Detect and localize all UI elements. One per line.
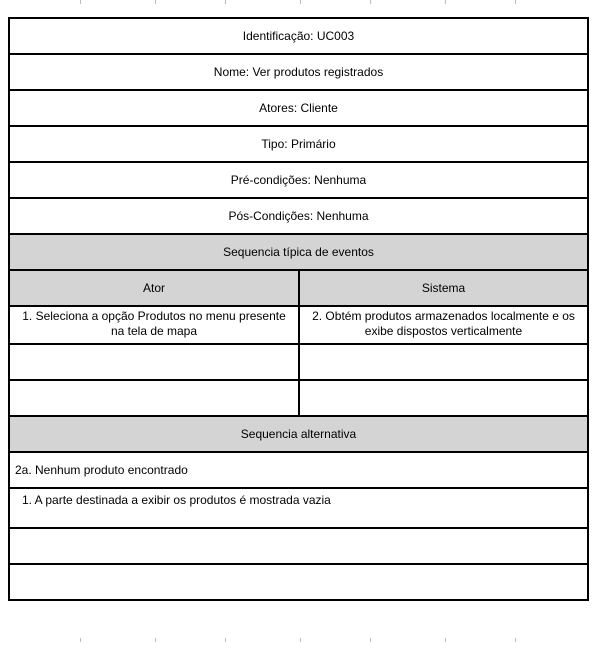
alternative-step-cell: 1. A parte destinada a exibir os produtos é mostrada vazia	[9, 488, 588, 528]
system-step-cell: 2. Obtém produtos armazenados localmente e os exibe dispostos verticalmente	[299, 306, 588, 344]
postconditions-cell: Pós-Condições: Nenhuma	[9, 198, 588, 234]
actors-cell: Atores: Cliente	[9, 90, 588, 126]
actor-step-cell: 1. Seleciona a opção Produtos no menu presente na tela de mapa	[9, 306, 299, 344]
table-row	[9, 488, 588, 528]
table-row	[9, 270, 588, 306]
table-row	[9, 380, 588, 416]
type-cell: Tipo: Primário	[9, 126, 588, 162]
table-row	[9, 528, 588, 564]
use-case-table	[8, 17, 589, 601]
table-row	[9, 198, 588, 234]
table-row	[9, 126, 588, 162]
actor-column-header: Ator	[9, 270, 299, 306]
table-row	[9, 306, 588, 344]
alternative-sequence-title: Sequencia alternativa	[9, 416, 588, 452]
preconditions-cell: Pré-condições: Nenhuma	[9, 162, 588, 198]
table-row	[9, 54, 588, 90]
identification-cell: Identificação: UC003	[9, 18, 588, 54]
table-row	[9, 162, 588, 198]
empty-cell	[9, 344, 299, 380]
table-row	[9, 18, 588, 54]
empty-cell	[9, 528, 588, 564]
empty-cell	[9, 380, 299, 416]
table-row	[9, 416, 588, 452]
typical-sequence-title: Sequencia típica de eventos	[9, 234, 588, 270]
empty-cell	[299, 380, 588, 416]
system-column-header: Sistema	[299, 270, 588, 306]
table-row	[9, 564, 588, 600]
table-row	[9, 90, 588, 126]
alternative-case-cell: 2a. Nenhum produto encontrado	[9, 452, 588, 488]
empty-cell	[9, 564, 588, 600]
name-cell: Nome: Ver produtos registrados	[9, 54, 588, 90]
table-row	[9, 344, 588, 380]
table-row	[9, 234, 588, 270]
table-row	[9, 452, 588, 488]
empty-cell	[299, 344, 588, 380]
